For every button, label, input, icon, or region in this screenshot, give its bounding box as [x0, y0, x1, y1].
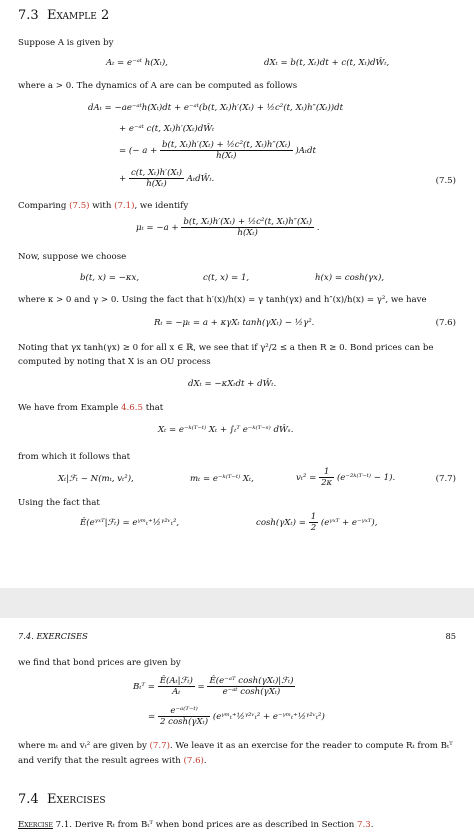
fraction-denominator: h(Xₜ) [216, 151, 237, 161]
paragraph-now-suppose: Now, suppose we choose [18, 252, 127, 262]
paragraph-where-mt [18, 741, 453, 751]
fraction-numerator: e⁻ᵃ⁽ᵀ⁻ᵗ⁾ [158, 706, 210, 717]
fraction-cosh [309, 512, 318, 533]
fraction-numerator: b(t, Xₜ)h′(Xₜ) + ½c²(t, Xₜ)h″(Xₜ) [162, 140, 291, 150]
comparing-text-pre: Comparing [18, 201, 70, 211]
ref-section-7-3-link[interactable]: 7.3 [357, 820, 371, 830]
section-heading-7-4 [18, 792, 106, 807]
equation-da-line4-pre: + [119, 174, 127, 184]
section-number: 7.3 [18, 8, 39, 23]
fraction-denominator: h(Xₜ) [146, 179, 167, 189]
equation-b2-post: (eᵞᵐₜ⁺½ᵞ²ᵛₜ² + e⁻ᵞᵐₜ⁺½ᵞ²ᵛₜ²) [212, 712, 325, 722]
paragraph-suppose-a: Suppose A is given by [18, 38, 114, 48]
exercise-label: Exercise [18, 820, 53, 830]
equation-da-line1 [88, 103, 343, 113]
equation-b2-pre: = [148, 712, 156, 722]
comparing-text-post: , we identify [134, 201, 189, 211]
ref-example-4-6-5-link[interactable]: 4.6.5 [121, 403, 143, 413]
equation-cosh-post: (eᵞˣᵀ + e⁻ᵞˣᵀ), [320, 518, 378, 528]
equation-da-line1-rhs: (b(t, Xₜ)h′(Xₜ) + ½c²(t, Xₜ)h″(Xₜ))dt [198, 103, 344, 113]
example-text-pre: We have from Example [18, 403, 122, 413]
equation-r-body: Rₜ = −μₜ = a + κγXₜ tanh(γXₜ) − ½γ². [154, 318, 315, 328]
equation-da-line4 [119, 168, 456, 189]
equation-b-lhs: Bₜᵀ = [133, 682, 155, 692]
equation-b-equals: = [197, 682, 205, 692]
equation-xt-solution: Xₜ = e⁻ᵏ⁽ᵀ⁻ᵗ⁾ Xₜ + ∫ₜᵀ e⁻ᵏ⁽ᵀ⁻ˢ⁾ dŴₛ. [158, 425, 294, 435]
equation-da-line3 [119, 140, 316, 161]
equation-h-choice: h(x) = cosh(γx), [315, 273, 385, 283]
fraction-numerator: Ê(Aₜ|ℱₜ) [159, 676, 193, 686]
fraction-denominator: Aₜ [172, 687, 181, 697]
equation-label-7-6: (7.6) [435, 318, 456, 328]
equation-da-line3-pre: = (− a + [119, 146, 158, 156]
section-title: Exercises [46, 792, 106, 807]
equation-dx: dXₜ = b(t, Xₜ)dt + c(t, Xₜ)dŴₜ, [264, 58, 390, 68]
ref-7-1-link[interactable]: (7.1) [114, 201, 135, 211]
paragraph-dynamics: where a > 0. The dynamics of A are can be computed as follows [18, 81, 298, 91]
fraction-mu [181, 217, 314, 238]
paragraph-where-kappa: where κ > 0 and γ > 0. Using the fact that h′(x)/h(x) = γ tanh(γx) and h″(x)/h(x) = γ², we have [18, 295, 427, 305]
equation-mgf: Ê(eᵞˣᵀ|ℱₜ) = eᵞᵐₜ⁺½ᵞ²ᵛₜ², [80, 518, 180, 528]
fraction-denominator: 2 [310, 523, 317, 533]
verify-post: . [203, 756, 207, 766]
equation-v-pre: vₜ² = [296, 473, 317, 483]
fraction-numerator: b(t, Xₜ)h′(Xₜ) + ½c²(t, Xₜ)h″(Xₜ) [183, 217, 312, 227]
equation-da-line2: + e⁻ᵃᵗ c(t, Xₜ)h′(Xₜ)dŴₜ [119, 124, 215, 134]
fraction-drift [160, 140, 293, 161]
page-number: 85 [445, 631, 456, 641]
fraction-denominator: 2κ [321, 478, 333, 488]
section-number: 7.4 [18, 792, 39, 807]
example-text-post: that [142, 403, 164, 413]
paragraph-from-example [18, 403, 163, 413]
equation-da-line3-post: )Aₜdt [295, 146, 316, 156]
fraction-denominator: 2 cosh(γXₜ) [159, 717, 209, 727]
ref-7-6-link[interactable]: (7.6) [183, 756, 204, 766]
paragraph-bond-prices: we find that bond prices are given by [18, 658, 181, 668]
paragraph-ou-process: computed by noting that X is an OU process [18, 357, 211, 367]
fraction-numerator: 1 [319, 467, 334, 478]
paragraph-follows: from which it follows that [18, 452, 131, 462]
fraction-b2 [207, 676, 295, 697]
fraction-numerator: Ê(e⁻ᵃᵀ cosh(γXₜ)|ℱₜ) [209, 676, 294, 686]
ref-7-7-link[interactable]: (7.7) [149, 741, 170, 751]
equation-mu-post: . [316, 223, 320, 233]
equation-m: mₜ = e⁻ᵏ⁽ᵀ⁻ᵗ⁾ Xₜ, [190, 474, 254, 484]
ref-7-5-link[interactable]: (7.5) [69, 201, 90, 211]
fraction-denominator: h(Xₜ) [237, 228, 258, 238]
equation-r [154, 318, 456, 328]
equation-v-post: (e⁻²ᵏ⁽ᵀ⁻ᵗ⁾ − 1). [336, 473, 396, 483]
fraction-numerator: 1 [310, 512, 317, 522]
equation-mu-pre: μₜ = −a + [136, 223, 179, 233]
fraction-b1 [158, 676, 195, 697]
fraction-numerator: c(t, Xₜ)h′(Xₜ) [130, 168, 183, 178]
where-mt-post: . We leave it as an exercise for the reader to compute Rₜ from Bₜᵀ [169, 741, 453, 751]
paragraph-verify [18, 756, 207, 766]
equation-mu [136, 217, 319, 238]
equation-b-choice: b(t, x) = −κx, [80, 273, 140, 283]
fraction-diffusion [129, 168, 184, 189]
equation-label-7-5: (7.5) [435, 176, 456, 186]
equation-cosh-pre: cosh(γXₜ) = [256, 518, 306, 528]
paragraph-using-fact: Using the fact that [18, 498, 100, 508]
exercise-end: . [370, 820, 374, 830]
equation-bond-price-line1 [133, 676, 295, 697]
fraction-denominator: e⁻ᵃᵗ cosh(γXₜ) [222, 687, 281, 697]
fraction-v [319, 467, 334, 488]
paragraph-comparing [18, 201, 188, 211]
where-mt-pre: where mₜ and vₜ² are given by [18, 741, 150, 751]
equation-conditional-dist: Xₜ|ℱₜ ~ N(mₜ, vₜ²), [58, 474, 134, 484]
equation-v [296, 467, 456, 488]
section-title: Example 2 [46, 8, 110, 23]
section-heading-7-3 [18, 8, 109, 23]
equation-label-7-7: (7.7) [435, 474, 456, 484]
equation-da-line1-lhs: dAₜ = −ae⁻ᵃᵗh(Xₜ)dt + e⁻ᵃᵗ [88, 103, 199, 113]
paragraph-noting: Noting that γx tanh(γx) ≥ 0 for all x ∈ ℝ, we see that if γ²/2 ≤ a then R ≥ 0. Bond prices can be [18, 343, 434, 353]
equation-da-line4-post: AₜdŴₜ. [186, 174, 215, 184]
equation-a-def: Aₜ = e⁻ᵃᵗ h(Xₜ), [106, 58, 168, 68]
equation-cosh [256, 512, 378, 533]
equation-c-choice: c(t, x) = 1, [203, 273, 250, 283]
verify-pre: and verify that the result agrees with [18, 756, 184, 766]
exercise-text: 7.1. Derive Rₜ from Bₜᵀ when bond prices are as described in Section [52, 820, 358, 830]
exercise-7-1 [18, 820, 373, 830]
running-head: 7.4. EXERCISES [18, 631, 88, 641]
fraction-b3 [158, 706, 210, 727]
equation-bond-price-line2 [148, 706, 325, 727]
comparing-text-mid: with [89, 201, 115, 211]
page-separator [0, 588, 474, 618]
equation-ou: dXₜ = −κXₜdt + dŴₜ. [188, 379, 277, 389]
